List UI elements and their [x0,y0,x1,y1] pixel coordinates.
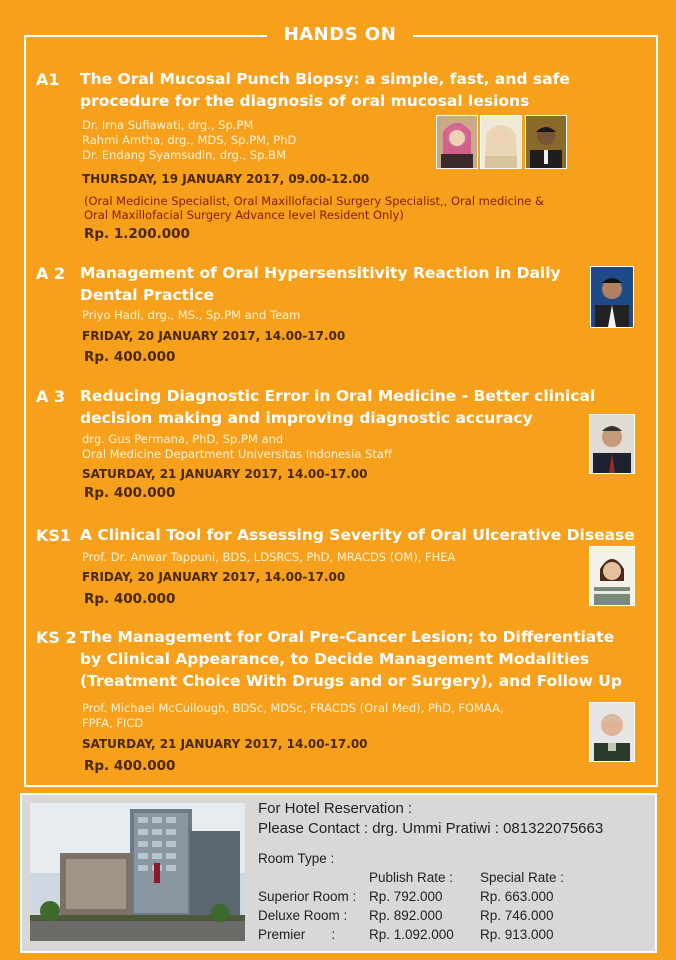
hotel-heading: For Hotel Reservation : [258,800,413,817]
item-code: A 2 [36,264,66,283]
session-date: THURSDAY, 19 JANUARY 2017, 09.00-12.00 [82,172,370,186]
session-date: SATURDAY, 21 JANUARY 2017, 14.00-17.00 [82,737,368,751]
item-code: KS 2 [36,628,77,647]
item-title: A Clinical Tool for Assessing Severity of Oral Ulcerative Disease [80,526,635,544]
item-code: A 3 [36,387,66,406]
hotel-building-image [30,803,245,941]
hotel-contact: Please Contact : drg. Ummi Pratiwi : 081322075663 [258,820,604,837]
eligibility-note: (Oral Medicine Specialist, Oral Maxillofacial Surgery Specialist,, Oral medicine & Oral Maxillofacial Surgery Advance level Resident Only) [84,194,544,222]
room-name: Deluxe Room : [258,908,348,923]
item-title: Reducing Diagnostic Error in Oral Medicine - Better clinical decision making and improving diagnostic accuracy [80,387,596,427]
session-date: FRIDAY, 20 JANUARY 2017, 14.00-17.00 [82,329,346,343]
speaker-photo-6 [589,546,635,606]
speaker-photo-1 [436,115,478,169]
publish-rate-header: Publish Rate : [369,870,454,885]
special-rate-header: Special Rate : [480,870,565,885]
room-publish-rate: Rp. 1.092.000 [369,927,454,942]
item-title: The Oral Mucosal Punch Biopsy: a simple, fast, and safe procedure for the diagnosis of oral mucosal lesions [80,70,570,110]
item-title: Management of Oral Hypersensitivity Reaction in Daily Dental Practice [80,264,561,304]
room-special-rate: Rp. 746.000 [480,908,554,923]
hotel-reservation-panel [20,793,657,953]
room-publish-rate: Rp. 792.000 [369,889,443,904]
speaker-list: Prof. Michael McCullough, BDSc, MDSc, FRACDS (Oral Med), PhD, FOMAA, FPFA, FICD [82,701,504,730]
page-title: HANDS ON [283,24,397,45]
session-date: FRIDAY, 20 JANUARY 2017, 14.00-17.00 [82,570,346,584]
session-price: Rp. 1.200.000 [84,226,190,242]
session-price: Rp. 400.000 [84,349,176,365]
room-publish-rate: Rp. 892.000 [369,908,443,923]
item-code: KS1 [36,526,72,545]
workshop-item-ks1 [32,524,652,614]
session-date: SATURDAY, 21 JANUARY 2017, 14.00-17.00 [82,467,368,481]
session-price: Rp. 400.000 [84,758,176,774]
speaker-photo-2 [480,115,522,169]
speaker-photo-4 [590,266,634,328]
speaker-list: Prof. Dr. Anwar Tappuni, BDS, LDSRCS, PhD, MRACDS (OM), FHEA [82,550,456,564]
session-price: Rp. 400.000 [84,485,176,501]
room-special-rate: Rp. 913.000 [480,927,554,942]
session-price: Rp. 400.000 [84,591,176,607]
speaker-photo-7 [589,702,635,762]
speaker-photo-5 [589,414,635,474]
room-name: Premier : [258,927,336,942]
workshop-item-a3 [32,385,652,505]
speaker-list: drg. Gus Permana, PhD, Sp.PM and Oral Medicine Department Universitas Indonesia Staff [82,432,392,461]
item-code: A1 [36,70,60,89]
room-type-label: Room Type : [258,851,335,866]
room-special-rate: Rp. 663.000 [480,889,554,904]
workshop-item-ks2 [32,626,652,781]
room-name: Superior Room : [258,889,357,904]
speaker-list: Priyo Hadi, drg., MS., Sp.PM and Team [82,308,301,322]
workshop-item-a2 [32,262,652,372]
speaker-photo-3 [525,115,567,169]
speaker-list: Dr. Irna Sufiawati, drg., Sp.PM Rahmi Amtha, drg., MDS, Sp.PM, PhD Dr. Endang Syamsudin, drg., Sp.BM [82,118,297,162]
item-title: The Management for Oral Pre-Cancer Lesion; to Differentiate by Clinical Appearance, to Decide Management Modalities (Treatment Choice With Drugs and or Surgery), and Follow Up [80,628,622,690]
